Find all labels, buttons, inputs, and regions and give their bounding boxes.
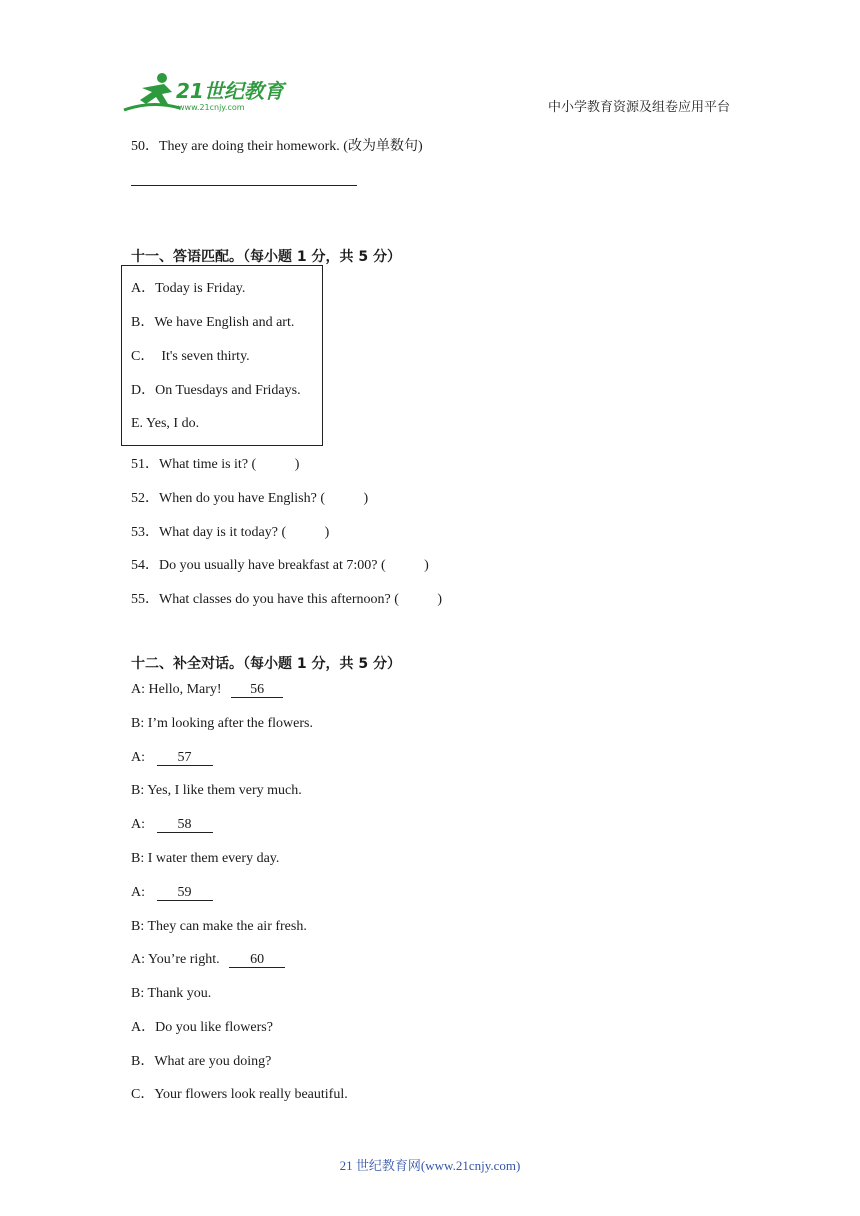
dialog-line-6: B: I water them every day. — [131, 851, 280, 866]
dialog-line-3 — [131, 751, 213, 765]
dialog-line-4: B: Yes, I like them very much. — [131, 783, 302, 798]
option-a: A．Today is Friday. — [131, 281, 246, 296]
question-51: 51．What time is it? ( ) — [131, 457, 300, 472]
dialog-line-2: B: I’m looking after the flowers. — [131, 716, 313, 731]
option-c: C． It's seven thirty. — [131, 349, 250, 364]
dialog-option-b: B．What are you doing? — [131, 1054, 272, 1069]
dialog-line-10: B: Thank you. — [131, 986, 212, 1001]
blank-59: 59 — [157, 886, 213, 901]
blank-58: 58 — [157, 818, 213, 833]
runner-logo-icon — [122, 70, 290, 114]
dialog-line-8: B: They can make the air fresh. — [131, 919, 307, 934]
dialog-line-7 — [131, 886, 213, 900]
dialog-option-a: A．Do you like flowers? — [131, 1020, 273, 1035]
footer-link[interactable]: 21 世纪教育网(www.21cnjy.com) — [339, 1158, 521, 1173]
dialog-line-5 — [131, 818, 213, 832]
dialog-text: A: — [131, 817, 145, 832]
platform-label: 中小学教育资源及组卷应用平台 — [548, 100, 731, 115]
dialog-text: A: You’re right. — [131, 952, 220, 967]
blank-60: 60 — [229, 953, 285, 968]
question-50: 50．They are doing their homework. (改为单数句) — [131, 139, 423, 154]
dialog-line-1 — [131, 683, 283, 697]
section-12-title: 十二、补全对话。（每小题 1 分，共 5 分） — [131, 656, 401, 672]
question-54: 54．Do you usually have breakfast at 7:00? ( ) — [131, 558, 429, 573]
dialog-text: A: — [131, 750, 145, 765]
logo-subtitle: www.21cnjy.com — [178, 103, 245, 112]
dialog-option-c: C．Your flowers look really beautiful. — [131, 1087, 348, 1102]
logo — [122, 70, 290, 114]
option-d: D．On Tuesdays and Fridays. — [131, 383, 301, 398]
blank-56: 56 — [231, 683, 283, 698]
question-53: 53．What day is it today? ( ) — [131, 525, 330, 540]
section-11-title: 十一、答语匹配。（每小题 1 分，共 5 分） — [131, 249, 401, 265]
dialog-line-9 — [131, 953, 285, 967]
option-e: E. Yes, I do. — [131, 416, 200, 431]
question-55: 55．What classes do you have this afternoon? ( ) — [131, 592, 443, 607]
dialog-text: A: Hello, Mary! — [131, 682, 222, 697]
dialog-text: A: — [131, 885, 145, 900]
question-52: 52．When do you have English? ( ) — [131, 491, 369, 506]
blank-57: 57 — [157, 751, 213, 766]
answer-line-50 — [131, 185, 357, 186]
option-b: B．We have English and art. — [131, 315, 295, 330]
logo-title: 21世纪教育 — [176, 79, 284, 103]
